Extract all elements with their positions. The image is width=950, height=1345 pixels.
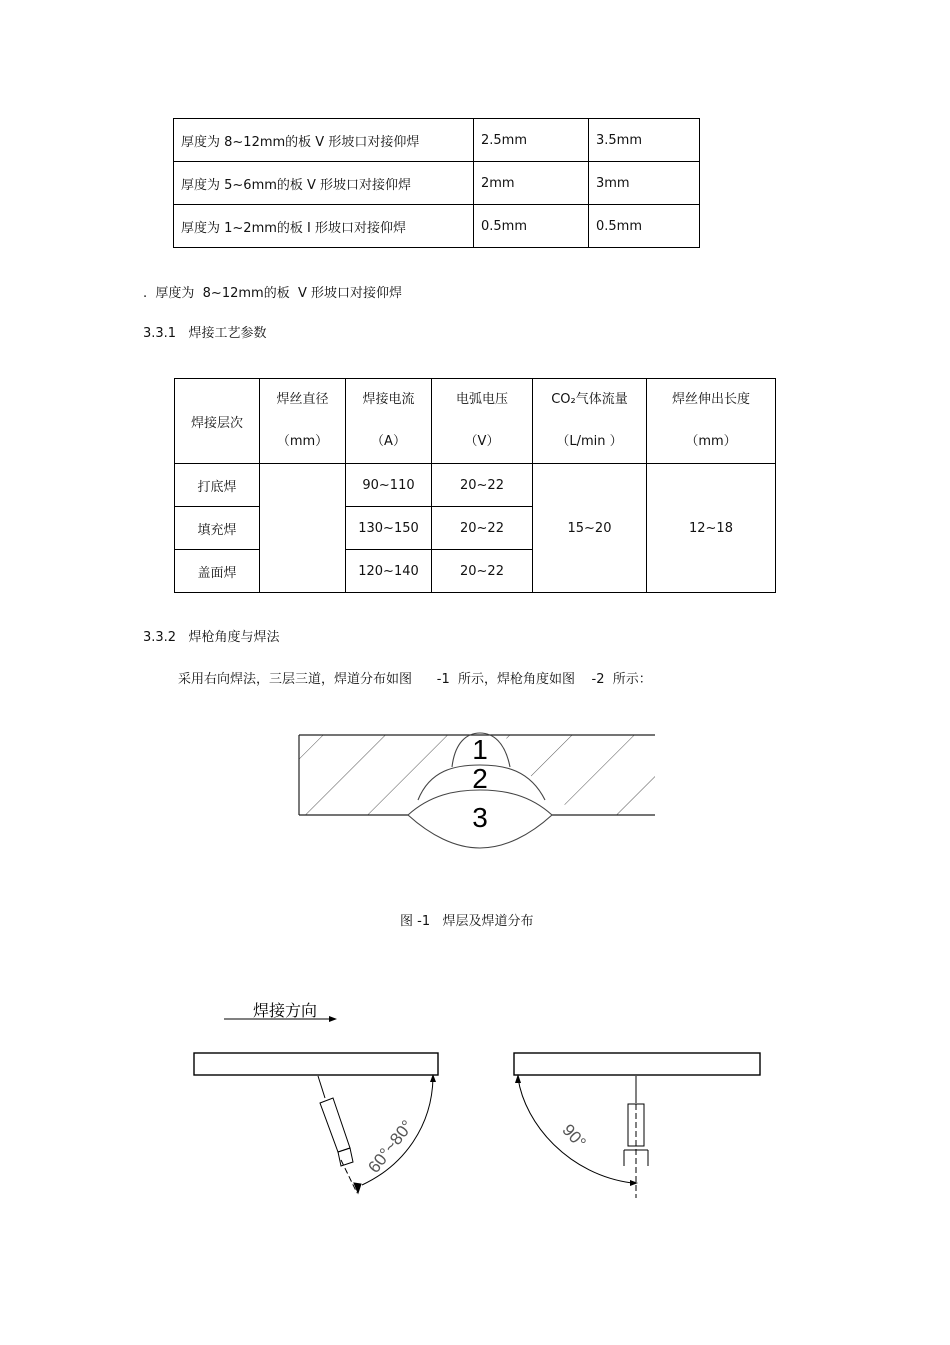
direction-label: 焊接方向 <box>253 1003 318 1020</box>
right-angle-label: 90° <box>558 1120 590 1153</box>
table-cell: 厚度为 5~6mm的板 V 形坡口对接仰焊 <box>174 162 474 205</box>
voltage-cell: 20~22 <box>432 464 533 507</box>
voltage-cell: 20~22 <box>432 507 533 550</box>
header-voltage: 电弧电压 （V） <box>432 379 533 464</box>
header-layer: 焊接层次 <box>175 379 260 464</box>
table-cell: 3mm <box>589 162 700 205</box>
figure-1-caption: 图 -1 焊层及焊道分布 <box>400 914 534 929</box>
current-cell: 90~110 <box>346 464 432 507</box>
gas-flow-cell: 15~20 <box>533 464 647 593</box>
table-cell: 3.5mm <box>589 119 700 162</box>
layer-cell: 填充焊 <box>175 507 260 550</box>
current-cell: 130~150 <box>346 507 432 550</box>
header-gas-flow: CO₂气体流量 （L/min ） <box>533 379 647 464</box>
bead-label-1: 1 <box>472 734 488 765</box>
table-cell: 2mm <box>474 162 589 205</box>
table-cell: 厚度为 8~12mm的板 V 形坡口对接仰焊 <box>174 119 474 162</box>
table-cell: 2.5mm <box>474 119 589 162</box>
layer-cell: 打底焊 <box>175 464 260 507</box>
heading-3-3-2: 3.3.2 焊枪角度与焊法 <box>143 630 280 645</box>
header-wire-diameter: 焊丝直径 （mm） <box>260 379 346 464</box>
current-cell: 120~140 <box>346 550 432 593</box>
bead-label-2: 2 <box>472 763 488 794</box>
table-cell: 0.5mm <box>589 205 700 248</box>
left-plate <box>194 1053 438 1075</box>
header-wire-stickout: 焊丝伸出长度 （mm） <box>647 379 776 464</box>
bead-label-3: 3 <box>472 802 488 833</box>
left-angle-label: 60°~80° <box>364 1116 418 1177</box>
table-cell: 0.5mm <box>474 205 589 248</box>
voltage-cell: 20~22 <box>432 550 533 593</box>
stickout-cell: 12~18 <box>647 464 776 593</box>
right-torch <box>624 1076 648 1198</box>
table-cell: 厚度为 1~2mm的板 I 形坡口对接仰焊 <box>174 205 474 248</box>
body-paragraph: 采用右向焊法，三层三道，焊道分布如图 -1 所示，焊枪角度如图 -2 所示： <box>178 672 652 687</box>
heading-3-3-1: 3.3.1 焊接工艺参数 <box>143 326 267 341</box>
right-plate <box>514 1053 760 1075</box>
header-current: 焊接电流 （A） <box>346 379 432 464</box>
layer-cell: 盖面焊 <box>175 550 260 593</box>
left-torch <box>318 1076 361 1193</box>
section-title: . 厚度为 8~12mm的板 V 形坡口对接仰焊 <box>143 286 402 301</box>
